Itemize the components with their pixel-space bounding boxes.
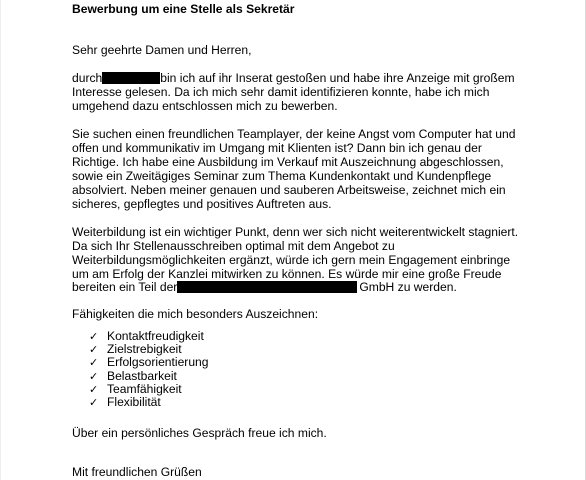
skill-label: Belastbarkeit: [107, 368, 177, 383]
paragraph-line: sowie ein Zweitägiges Seminar zum Thema Kundenkontakt und Kundenpflege: [72, 169, 492, 183]
paragraph-line: umgehend dazu entschlossen mich zu bewerben.: [72, 99, 338, 113]
checkmark-icon: ✓: [89, 369, 99, 383]
paragraph-line: Sie suchen einen freundlichen Teamplayer, der keine Angst vom Computer hat und: [72, 127, 516, 141]
letter-title: Bewerbung um eine Stelle als Sekretär: [72, 2, 295, 16]
skill-label: Kontaktfreudigkeit: [107, 329, 204, 343]
paragraph-line: absolviert. Neben meiner genauen und sauberen Arbeitsweise, zeichnet mich ein: [72, 183, 506, 197]
paragraph-line: Interesse gelesen. Da ich mich sehr damit identifizieren konnte, habe ich mich: [72, 85, 490, 99]
skill-label: Flexibilität: [107, 395, 161, 410]
checkmark-icon: ✓: [89, 356, 99, 370]
redaction-bar: [177, 281, 357, 293]
paragraph-text: GmbH zu werden.: [359, 280, 457, 294]
checkmark-icon: ✓: [89, 396, 99, 410]
list-item: [89, 396, 209, 409]
paragraph-text: durch: [72, 71, 103, 85]
paragraph-line: offen und kommunikativ im Umgang mit Klienten ist? Dann bin ich genau der: [72, 141, 482, 155]
paragraph-line: Weiterbildung ist ein wichtiger Punkt, denn wer sich nicht weiterentwickelt stagniert.: [72, 225, 519, 239]
skills-intro: Fähigkeiten die mich besonders Auszeichnen:: [72, 307, 319, 321]
checkmark-icon: ✓: [89, 382, 99, 396]
paragraph-line: Weiterbildungsmöglichkeiten ergänzt, würde ich gern mein Engagement einbringe: [72, 253, 511, 267]
paragraph-line: sicheres, gepflegtes und positives Auftreten aus.: [72, 197, 332, 211]
closing-line: Über ein persönliches Gespräch freue ich mich.: [72, 426, 327, 440]
salutation: Sehr geehrte Damen und Herren,: [72, 43, 252, 57]
sign-off: Mit freundlichen Grüßen: [72, 465, 202, 479]
checkmark-icon: ✓: [89, 343, 99, 357]
paragraph-line: Da sich Ihr Stellenausschreiben optimal mit dem Angebot zu: [72, 239, 395, 253]
skill-label: Zielstrebigkeit: [107, 342, 182, 357]
paragraph-line: [72, 280, 580, 294]
paragraph-line: um am Erfolg der Kanzlei mitwirken zu können. Es würde mir eine große Freude: [72, 267, 502, 281]
list-item: [89, 356, 209, 369]
skill-label: Erfolgsorientierung: [107, 355, 209, 370]
list-item: [89, 370, 209, 383]
paragraph-line: Richtige. Ich habe eine Ausbildung im Verkauf mit Auszeichnung abgeschlossen,: [72, 155, 504, 169]
skills-list: [89, 330, 209, 409]
paragraph-text: bereiten ein Teil der: [72, 280, 178, 294]
redaction-bar: [102, 72, 160, 84]
checkmark-icon: ✓: [89, 330, 99, 343]
skill-label: Teamfähigkeit: [107, 381, 182, 396]
paragraph-line: [72, 71, 580, 85]
paragraph-text: bin ich auf ihr Inserat gestoßen und habe ihre Anzeige mit großem: [160, 71, 515, 85]
